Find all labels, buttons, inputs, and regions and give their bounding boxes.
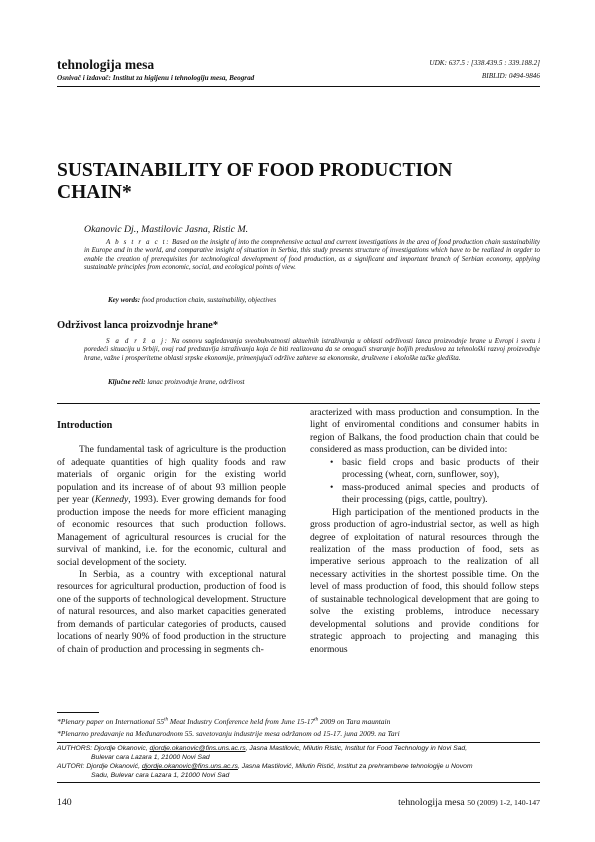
paragraph-text: The fundamental task of agriculture is the production of adequate quantities of high quality foods and raw materials of organic origin for the existing world population and its increase of of about 93 million people per year ( — [57, 444, 286, 506]
affiliation-text: AUTORI: Djordje Okanović, — [57, 763, 142, 770]
kljucne-text: lanac proizvodnje hrane, održivost — [147, 378, 245, 386]
body-column-right — [310, 407, 539, 656]
biblid-code: BIBLID: 0494-9846 — [481, 72, 540, 80]
paragraph-text: aracterized with mass production and consumption. In the light of enviromental conditions and consumer habits in region of Balkans, the food production chain that could be considered as mass production, can be divided into: — [310, 407, 539, 456]
author-email-link[interactable]: djordje.okanovic@fins.uns.ac.rs — [141, 763, 238, 770]
footer-issue: 50 (2009) 1-2, 140-147 — [467, 798, 540, 807]
paragraph-2 — [57, 569, 286, 729]
bullet-list — [310, 457, 539, 507]
footnote-serbian: *Plenarno predavanje na Međunarodnom 55. savetovanju industrije mesa održanom od 15-17. juna 2009. na Tari — [57, 729, 400, 738]
list-item-text: basic field crops and basic products of their processing (wheat, corn, sunflower, soy), — [342, 456, 539, 481]
serbian-keywords — [108, 378, 245, 386]
sazetak-lead: S a d r ž a j: — [106, 337, 169, 345]
bullet-icon: • — [330, 456, 334, 468]
serbian-title: Održivost lanca proizvodnje hrane* — [57, 320, 219, 331]
list-item — [330, 482, 539, 507]
footer-journal: tehnologija mesa — [398, 797, 465, 808]
paragraph-text: , 1993). Ever growing demands for food production impose the needs for more efficient managing of economic resources that such production follows. Management of agricultural resources is crucial for the survival of mankind, i.e. for the economic, cultural and social development of the society. — [57, 494, 286, 568]
publisher-line: Osnivač i izdavač: Institut za higijenu i tehnologiju mesa, Beograd — [57, 74, 255, 82]
journal-name: tehnologija mesa — [57, 57, 155, 72]
superscript: th — [314, 717, 319, 723]
authors-affiliation-en — [57, 744, 540, 762]
keywords — [108, 296, 276, 304]
paragraph-2-continued — [310, 407, 539, 457]
abstract-lead: A b s t r a c t: — [106, 238, 171, 246]
article-authors: Okanovic Dj., Mastilovic Jasna, Ristic M. — [84, 224, 249, 235]
udk-code: UDK: 637.5 : [338.439.5 : 339.188.2] — [429, 59, 540, 67]
abstract-text: Based on the insight of into the comprehensive actual and current investigations in the area of food production chain sustainability in Europe and in the world, and comparative insight of situation in Serbia, this study presents structure of investigations which have to be realized in orgder to enable the creation of prerequisites for technological development of food production, as a significant and important branch of Serbian economy, applying sustainable principles from economic, social, and ecological points of view. — [84, 238, 540, 272]
kljucne-label: Ključne reči: — [108, 378, 146, 386]
section-heading-introduction: Introduction — [57, 420, 113, 431]
abstract — [84, 238, 540, 272]
footer-divider — [57, 782, 540, 783]
keywords-text: food production chain, sustainability, objectives — [141, 296, 277, 304]
affiliation-text: , Jasna Mastilović, Milutin Ristić, Institut za prehrambene tehnologije u Novom — [237, 763, 473, 770]
title-line-2: CHAIN* — [57, 182, 132, 203]
footnote-text: 2009 on Tara mauntain — [318, 717, 391, 726]
paragraph-text: In Serbia, as a country with exceptional natural resources for agricultural production, production of food is one of the supports of technological development. Structure of natural resources, and also market capacities generated from demands of particular categories of products, caused locations of nearly 90% of food production in the structure of chain of production and processing in segments ch- — [57, 568, 286, 655]
list-item-text: mass-produced animal species and products of their processing (pigs, cattle, poultry). — [342, 481, 539, 506]
superscript: th — [164, 717, 168, 723]
paragraph — [57, 444, 286, 569]
affiliation-text: AUTHORS: Djordje Okanovic, — [57, 745, 150, 752]
footer-citation — [398, 797, 540, 808]
footnote-divider — [57, 712, 99, 713]
author-email-link[interactable]: djordje.okanovic@fins.uns.ac.rs — [149, 745, 246, 752]
affiliation-text: , Jasna Mastilovic, Milutin Ristic, Institut for Food Technology in Novi Sad, — [245, 745, 468, 752]
citation: Kennedy — [94, 494, 129, 506]
bullet-icon: • — [330, 481, 334, 493]
body-column-left — [57, 420, 286, 729]
list-item — [330, 457, 539, 482]
footnote-bottom-divider — [57, 742, 540, 743]
title-line-1: SUSTAINABILITY OF FOOD PRODUCTION — [57, 160, 453, 181]
sazetak-text: Na osnovu sagledavanja sveobuhvatnosti aktuelnih istraživanja u oblasti održivosti lanca proizvodnje hrane u Evropi i svetu i poredeći situaciju u Srbiji, ovaj rad predstavlja istraživanja koja će biti realizovana da se omogući stvaranje boljih preduslova za tehnološki razvoj proizvodnje hrane, važne i prosperitetne oblasti srpske ekonomije, primenjujući održive zahteve sa ekonomske, društvene i ekološke tačke gledišta. — [84, 337, 541, 362]
section-divider — [57, 403, 540, 404]
footnote-text: *Plenary paper on International 55 — [57, 717, 165, 726]
footnote-english — [57, 717, 540, 726]
page-number: 140 — [57, 797, 72, 808]
article-title — [57, 160, 540, 204]
affiliation-address: Sadu, Bulevar cara Lazara 1, 21000 Novi Sad — [91, 772, 230, 779]
keywords-label: Key words: — [108, 296, 141, 304]
serbian-abstract — [84, 337, 540, 362]
header-divider — [57, 86, 540, 87]
paragraph-3: High participation of the mentioned products in the gross production of agro-industrial sector, as well as high degree of exploitation of natural resources through the realization of the mass production of food, sets as imperative serious approach to the realization of all necessary activities in the shortest possible time. On the level of mass production of food, this should follow steps of sustainable technological development that are going to solve the existing problems, introduce necessary developmental solutions and provide conditions for strategic approach to projecting and managing this enormous — [310, 506, 539, 655]
authors-affiliation-sr — [57, 762, 540, 780]
footnote-text: Meat Industry Conference held from June 15-17 — [167, 717, 315, 726]
affiliation-address: Bulevar cara Lazara 1, 21000 Novi Sad — [91, 754, 210, 761]
